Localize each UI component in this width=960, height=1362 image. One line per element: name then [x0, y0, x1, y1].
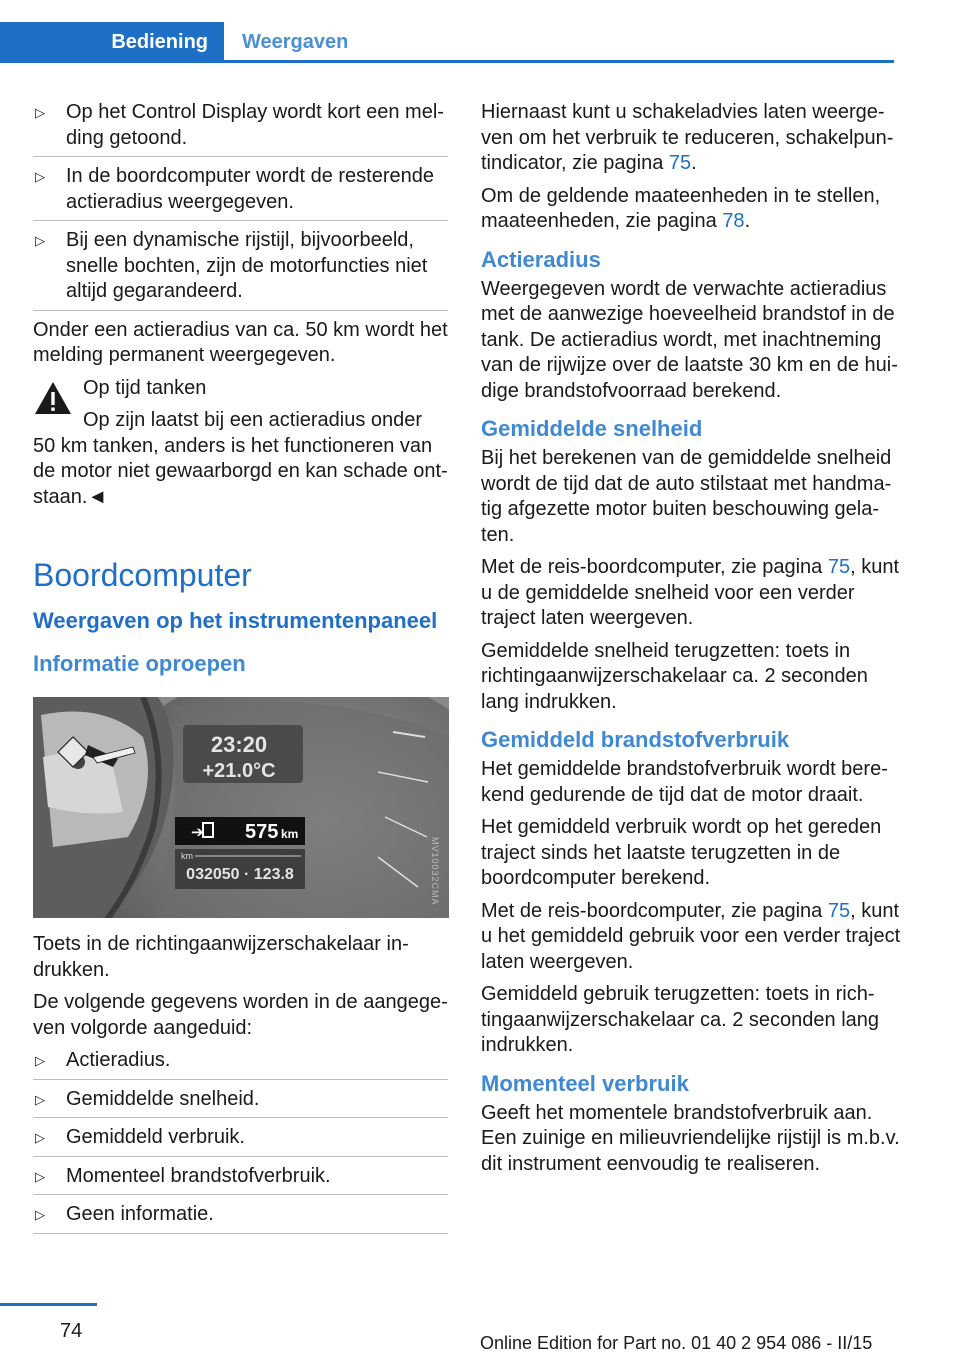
- warning-triangle-icon: [33, 380, 73, 416]
- bullet-arrow-icon: ▷: [35, 1168, 45, 1184]
- list-item: ▷ Bij een dynamische rijstijl, bijvoorbeeld, snelle bochten, zijn de motorfuncties niet altijd gegarandeerd.: [35, 229, 428, 302]
- page-title: Boordcomputer: [33, 557, 252, 593]
- section-heading: Weergaven op het instrumentenpaneel: [33, 608, 438, 633]
- divider: [33, 1194, 448, 1195]
- arrow-icon: ➔: [191, 823, 204, 841]
- bullet-arrow-icon: ▷: [35, 169, 45, 184]
- paragraph: Bij het berekenen van de gemiddelde snelheid wordt de tijd dat de auto stilstaat met handma‐tig afgezette motor buiten beschouwing gela‐ten.: [481, 447, 892, 546]
- warning-block: [33, 376, 448, 511]
- page-header: [0, 0, 960, 64]
- page-number: 74: [60, 1320, 83, 1342]
- warning-title: Op tijd tanken: [83, 376, 207, 399]
- odometer-label: km: [181, 851, 193, 861]
- page-link-78[interactable]: 78: [722, 210, 745, 232]
- paragraph: Geeft het momentele brandstofverbruik aan. Een zuinige en milieuvriendelijke rijstijl is m.b.v. dit instrument eenvoudig te realiseren.: [481, 1101, 900, 1175]
- paragraph: Gemiddeld gebruik terugzetten: toets in rich‐tingaanwijzerschakelaar ca. 2 seconden lang indrukken.: [481, 983, 880, 1056]
- list-item: ▷ Op het Control Display wordt kort een mel‐ding getoond.: [35, 101, 444, 149]
- clock-readout: 23:20: [210, 732, 268, 757]
- paragraph: Om de geldende maateenheden in te stellen, maateenheden, zie pagina 78.: [481, 184, 881, 232]
- bullet-arrow-icon: ▷: [35, 1053, 45, 1068]
- bullet-arrow-icon: ▷: [35, 1130, 45, 1145]
- section-heading-gemiddelde-snelheid: Gemiddelde snelheid: [481, 416, 703, 441]
- paragraph: De volgende gegevens worden in de aangege‐ven volgorde aangeduid:: [33, 991, 448, 1039]
- bullet-list-bottom: [33, 1048, 448, 1234]
- paragraph: Het gemiddeld verbruik wordt op het gereden traject sinds het laatste terugzetten in de boordcomputer berekend.: [481, 816, 882, 889]
- paragraph: Hiernaast kunt u schakeladvies laten weerge‐ven om het verbruik te reduceren, schakelpun‐tindicator, zie pagina 75.: [481, 101, 894, 174]
- left-column: [33, 100, 448, 1241]
- range-readout: 575: [245, 821, 279, 843]
- odometer-readout: 032050 · 123.8: [186, 866, 294, 883]
- list-item: ▷ Momenteel brandstofverbruik.: [33, 1164, 448, 1190]
- section-heading-gemiddeld-brandstofverbruik: Gemiddeld brandstofverbruik: [481, 727, 790, 752]
- divider: [33, 310, 448, 311]
- divider: [33, 220, 448, 221]
- image-id: MV10032CMA: [430, 837, 440, 906]
- header-divider: [0, 60, 894, 63]
- instrument-cluster-illustration: [33, 697, 449, 918]
- paragraph: Met de reis-boordcomputer, zie pagina 75, kunt u de gemiddelde snelheid voor een verder traject laten weergeven.: [481, 556, 900, 629]
- list-item: ▷ Gemiddeld verbruik.: [33, 1125, 448, 1151]
- section-heading-momenteel-verbruik: Momenteel verbruik: [481, 1070, 689, 1096]
- paragraph: Het gemiddelde brandstofverbruik wordt bere‐kend gedurende de tijd dat de motor draait.: [481, 758, 888, 806]
- footer-divider: [0, 1303, 97, 1306]
- paragraph: Weergegeven wordt de verwachte actieradius met de aanwezige hoeveelheid brandstof in de tank. De actieradius wordt, met inachtneming van de rijwijze over de laatste 30 km en de hui‐dige brandstofvoorraad berekend.: [481, 277, 898, 402]
- page-link-75[interactable]: 75: [827, 899, 851, 922]
- bullet-arrow-icon: ▷: [35, 105, 45, 120]
- right-column: [481, 100, 901, 1184]
- divider: [33, 1233, 448, 1234]
- warning-text: Op zijn laatst bij een actieradius onder 50 km tanken, anders is het functioneren van de motor niet gewaarborgd en kan schade ont‐staan.◄: [33, 409, 448, 508]
- divider: [33, 1079, 448, 1080]
- tab-bediening[interactable]: Bediening: [0, 22, 224, 62]
- paragraph: Met de reis-boordcomputer, zie pagina 75, kunt u het gemiddeld gebruik voor een verder traject laten weergeven.: [481, 899, 901, 973]
- edition-text: Online Edition for Part no. 01 40 2 954 086 - II/15: [480, 1333, 873, 1353]
- temperature-readout: +21.0°C: [202, 760, 276, 782]
- page-link-75[interactable]: 75: [668, 152, 692, 174]
- section-heading-actieradius: Actieradius: [481, 246, 601, 272]
- paragraph: Onder een actieradius van ca. 50 km wordt het melding permanent weergegeven.: [33, 318, 448, 366]
- list-item: ▷ Actieradius.: [33, 1048, 448, 1074]
- instrument-cluster-image: [33, 697, 449, 918]
- page-link-75[interactable]: 75: [827, 556, 851, 578]
- list-item: ▷ Geen informatie.: [33, 1202, 448, 1228]
- divider: [33, 1117, 448, 1118]
- bullet-arrow-icon: ▷: [35, 233, 45, 248]
- range-unit: km: [281, 827, 299, 841]
- paragraph: Toets in de richtingaanwijzerschakelaar in‐drukken.: [33, 933, 409, 981]
- bullet-arrow-icon: ▷: [35, 1207, 45, 1222]
- divider: [33, 156, 448, 157]
- bullet-list-top: [33, 100, 448, 311]
- paragraph: Gemiddelde snelheid terugzetten: toets in richtingaanwijzerschakelaar ca. 2 seconden lang indrukken.: [481, 639, 868, 713]
- tab-weergaven[interactable]: Weergaven: [242, 30, 349, 53]
- list-item: ▷ Gemiddelde snelheid.: [33, 1087, 448, 1113]
- divider: [33, 1156, 448, 1157]
- bullet-arrow-icon: ▷: [35, 1091, 45, 1107]
- list-item: ▷ In de boordcomputer wordt de resterende actieradius weergegeven.: [35, 165, 434, 213]
- subsection-heading: Informatie oproepen: [33, 651, 246, 676]
